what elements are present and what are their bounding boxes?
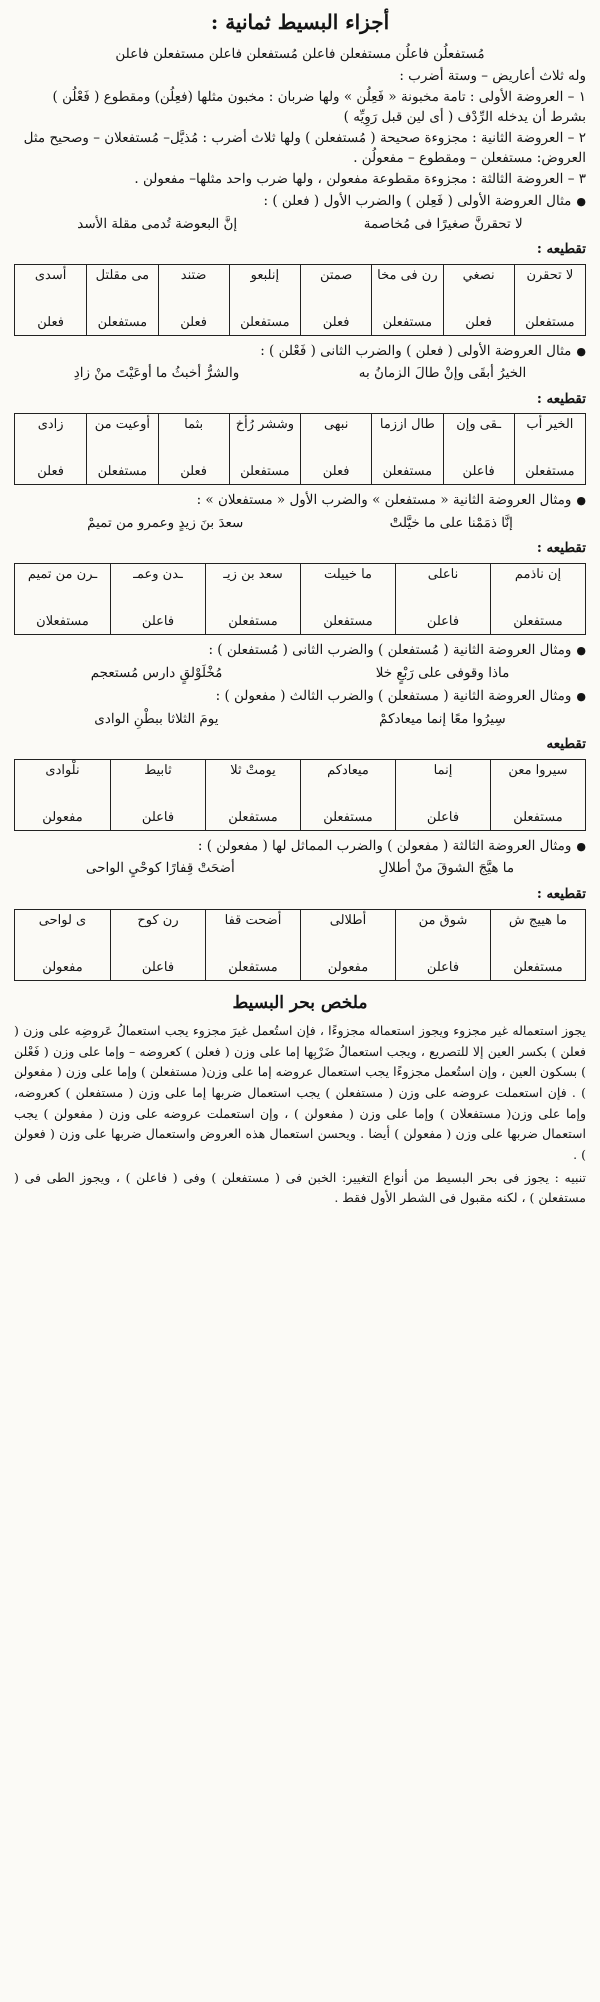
scansion-segment: لا تحقرن bbox=[526, 267, 574, 283]
scansion-segment: ناعلى bbox=[427, 567, 459, 582]
meter-line: مُستفعلُن فاعلُن مستفعلن فاعلن مُستفعلن فاعلن مستفعلن فاعلن bbox=[115, 46, 485, 62]
scansion-cell bbox=[514, 414, 585, 484]
scansion-segment: ـرن من تميم bbox=[27, 567, 98, 582]
scansion-label: تقطيعه : bbox=[536, 540, 586, 557]
scansion-segment: الخير أب bbox=[526, 417, 574, 433]
verse-first-hemistich: سِيرُوا معًا إنما ميعادكمْ bbox=[379, 710, 506, 727]
scansion-segment: رن فى مخا bbox=[377, 267, 438, 283]
scansion-label: تقطيعه : bbox=[536, 885, 586, 902]
scansion-foot: فعلن bbox=[180, 314, 207, 330]
scansion-segment: وششر رُأخ bbox=[235, 417, 295, 433]
example-3 bbox=[14, 491, 586, 635]
scansion-foot: مفعولن bbox=[327, 959, 369, 975]
scansion-foot: مستفعلن bbox=[240, 314, 290, 330]
scansion-segment: سيروا معن bbox=[508, 762, 568, 778]
scansion-segment: ـقى وإن bbox=[456, 417, 502, 433]
scansion-foot: مستفعلن bbox=[228, 614, 278, 630]
scansion-foot: فعلن bbox=[37, 314, 64, 330]
scansion-cell bbox=[395, 564, 490, 634]
example-6 bbox=[14, 837, 586, 981]
scansion-foot: فاعلن bbox=[426, 614, 460, 630]
meter-note: وله ثلاث أعاريض – وستة أضرب : bbox=[399, 67, 586, 84]
scansion-foot: مستفعلن bbox=[323, 809, 373, 825]
scansion-segment: نصغي bbox=[462, 267, 495, 283]
rule-2: ٢ – العروضة الثانية : مجزوءة صحيحة ( مُستفعلن ) ولها ثلاث أضرب : مُذيَّل– مُستفعلان – وصحيح مثل العروض: مستفعلن – ومقطوع – مفعولُن . bbox=[23, 130, 586, 166]
scansion-cell bbox=[300, 760, 395, 830]
scansion-cell bbox=[158, 265, 229, 335]
scansion-segment: زادى bbox=[37, 417, 64, 433]
example-heading: ● ومثال العروضة الثانية ( مستفعلن ) والضرب الثالث ( مفعولن ) : bbox=[14, 687, 586, 707]
scansion-segment: أوعيت من bbox=[94, 417, 151, 433]
scansion-cell bbox=[205, 910, 300, 980]
scansion-label: تقطيعه : bbox=[536, 390, 586, 407]
example-heading: ● مثال العروضة الأولى ( فَعِلن ) والضرب الأول ( فعلن ) : bbox=[14, 192, 586, 212]
example-5 bbox=[14, 687, 586, 831]
scansion-table bbox=[14, 413, 586, 485]
scansion-label: تقطيعه bbox=[546, 736, 586, 753]
scansion-segment: ميعادكم bbox=[327, 762, 369, 778]
scansion-cell bbox=[205, 760, 300, 830]
example-heading: ● ومثال العروضة الثانية ( مُستفعلن ) والضرب الثانى ( مُستفعلن ) : bbox=[14, 641, 586, 661]
scansion-foot: مفعولن bbox=[42, 809, 83, 825]
scansion-segment: ى لواحى bbox=[38, 912, 87, 928]
verse bbox=[24, 514, 576, 534]
scansion-cell bbox=[371, 414, 442, 484]
scansion-segment: نلْوادى bbox=[45, 762, 80, 778]
rules-list bbox=[14, 88, 586, 190]
scansion-cell bbox=[15, 760, 110, 830]
scansion-foot: مستفعلن bbox=[97, 314, 148, 330]
example-2 bbox=[14, 342, 586, 486]
scansion-label: تقطيعه : bbox=[536, 241, 586, 258]
scansion-table bbox=[14, 563, 586, 635]
scansion-cell bbox=[158, 414, 229, 484]
scansion-foot: مستفعلان bbox=[36, 614, 89, 630]
verse-first-hemistich: لا تحقرنَّ صغيرًا فى مُخاصمة bbox=[363, 215, 523, 232]
scansion-cell bbox=[15, 910, 110, 980]
scansion-foot: مستفعلن bbox=[228, 959, 278, 975]
scansion-table bbox=[14, 759, 586, 831]
scansion-cell bbox=[15, 414, 86, 484]
scansion-foot: فاعلن bbox=[426, 809, 460, 825]
scansion-cell bbox=[490, 564, 585, 634]
example-heading: ● ومثال العروضة الثالثة ( مفعولن ) والضرب المماثل لها ( مفعولن ) : bbox=[14, 837, 586, 857]
scansion-cell bbox=[300, 564, 395, 634]
scansion-foot: مستفعلن bbox=[513, 809, 563, 825]
verse-second-hemistich: سعدَ بنَ زيدٍ وعمرو من تميمْ bbox=[87, 514, 244, 531]
scansion-foot: مستفعلن bbox=[228, 809, 278, 825]
summary-paragraph: يجوز استعماله غير مجزوء ويجوز استعماله مجزوءًا ، فإن استُعمل غيرَ مجزوء يجب استعمالُ عَروضِه على وزن ( فعلن ) بكسر العين إلا للتصريع ، ويجب استعمالُ ضَرْبِها إما على وزن ( فعلن ) كعروضه – وإما على وزن ( فَعْلن ) بسكون العين ، وإن استُعمل مجزوءًا يجب استعمال عروضه إما على وزن( مستفعلن ) وإما على وزن ( مفعولن ) . فإن استعملت عروضه على وزن ( مستفعلن ) يجب استعمال ضربها إما على وزن ( مستفعلن ) كعروضه، وإما على وزن( مستفعلان ) وإما على وزن ( مفعولن ) ، وإن استعملت عروضه على وزن ( مفعولن ) يجب استعمال ضربها على وزن ( مفعولن ) أيضا . ويحسن استعمال هذه العروض واستعمال ضربها على وزن ( فعولن ) . bbox=[14, 1023, 586, 1162]
scansion-foot: فاعلن bbox=[141, 809, 175, 825]
scansion-cell bbox=[490, 760, 585, 830]
scansion-segment: أسدى bbox=[34, 267, 67, 283]
scansion-segment: ما خييلت bbox=[323, 567, 372, 582]
scansion-segment: سعد بن زيـ bbox=[223, 567, 283, 582]
scansion-foot: مستفعلن bbox=[382, 314, 433, 330]
example-heading: ● مثال العروضة الأولى ( فعلن ) والضرب الثانى ( فَعْلن ) : bbox=[14, 342, 586, 362]
scansion-cell bbox=[443, 265, 514, 335]
scansion-segment: نبهى bbox=[323, 417, 349, 433]
scansion-cell bbox=[110, 910, 205, 980]
verse-first-hemistich: ما هيَّجَ الشوقَ منْ أطلالِ bbox=[378, 860, 515, 877]
scansion-foot: مستفعلن bbox=[382, 464, 433, 480]
verse bbox=[24, 664, 576, 684]
scansion-foot: فعلن bbox=[322, 314, 350, 330]
scansion-foot: مستفعلن bbox=[513, 959, 563, 975]
scansion-foot: مستفعلن bbox=[525, 464, 575, 480]
scansion-segment: ضتند bbox=[180, 267, 207, 283]
scansion-cell bbox=[395, 910, 490, 980]
scansion-segment: شوق من bbox=[418, 912, 468, 928]
scansion-cell bbox=[86, 414, 157, 484]
scansion-segment: ـدن وعمـ bbox=[133, 567, 183, 582]
scansion-foot: فعلن bbox=[322, 464, 350, 480]
scansion-foot: مفعولن bbox=[42, 959, 83, 975]
scansion-cell bbox=[229, 414, 300, 484]
scansion-foot: مستفعلن bbox=[525, 314, 575, 330]
scansion-cell bbox=[395, 760, 490, 830]
scansion-foot: فاعلن bbox=[426, 959, 460, 975]
example-4 bbox=[14, 641, 586, 683]
scansion-foot: فعلن bbox=[180, 464, 207, 480]
scansion-cell bbox=[300, 414, 371, 484]
scansion-foot: فاعلن bbox=[462, 464, 495, 480]
scansion-segment: أضحت قفا bbox=[224, 912, 282, 928]
scansion-segment: أطلالى bbox=[329, 912, 367, 928]
verse-first-hemistich: إنَّا ذمَمْنا على ما خيَّلتْ bbox=[389, 514, 513, 531]
scansion-foot: فاعلن bbox=[141, 959, 175, 975]
scansion-segment: رن كوح bbox=[137, 912, 179, 928]
scansion-segment: مى مقلتل bbox=[95, 267, 150, 283]
verse-first-hemistich: الخيرُ أبقَى وإنْ طالَ الزمانُ به bbox=[358, 365, 527, 382]
note-paragraph: تنبيه : يجوز فى بحر البسيط من أنواع التغيير: الخبن فى ( مستفعلن ) وفى ( فاعلن ) ، ويجوز الطى فى ( مستفعلن ) ، لكنه مقبول فى الشطر الأول فقط . bbox=[14, 1169, 586, 1206]
verse-second-hemistich: يومَ الثلاثا ببطْنِ الوادى bbox=[94, 710, 219, 727]
summary-title: ملخص بحر البسيط bbox=[232, 992, 368, 1013]
verse-first-hemistich: ماذا وقوفى على رَبْعٍ خلا bbox=[375, 664, 510, 681]
scansion-cell bbox=[229, 265, 300, 335]
scansion-cell bbox=[86, 265, 157, 335]
scansion-segment: صمتن bbox=[319, 267, 353, 283]
scansion-segment: بثما bbox=[184, 417, 204, 433]
scansion-foot: فعلن bbox=[465, 314, 492, 330]
scansion-cell bbox=[205, 564, 300, 634]
scansion-cell bbox=[443, 414, 514, 484]
scansion-foot: فعلن bbox=[37, 464, 64, 480]
scansion-table bbox=[14, 909, 586, 981]
scansion-segment: ما هييج ش bbox=[508, 912, 568, 928]
page-title: أجزاء البسيط ثمانية : bbox=[210, 10, 390, 34]
rule-3: ٣ – العروضة الثالثة : مجزوءة مقطوعة مفعولن ، ولها ضرب واحد مثلها– مفعولن . bbox=[134, 171, 586, 188]
scansion-table bbox=[14, 264, 586, 336]
scansion-cell bbox=[300, 910, 395, 980]
example-heading: ● ومثال العروضة الثانية « مستفعلن » والضرب الأول « مستفعلان » : bbox=[14, 491, 586, 511]
scansion-foot: مستفعلن bbox=[97, 464, 148, 480]
scansion-segment: إنلبعو bbox=[250, 267, 280, 283]
scansion-segment: إن ناذمم bbox=[514, 567, 562, 582]
scansion-cell bbox=[514, 265, 585, 335]
scansion-segment: طال اززما bbox=[379, 417, 435, 433]
scansion-segment: يومتْ ثلا bbox=[230, 762, 276, 778]
scansion-foot: مستفعلن bbox=[240, 464, 290, 480]
verse-second-hemistich: إنَّ البعوضة تُدمى مقلة الأسد bbox=[77, 215, 238, 232]
scansion-cell bbox=[15, 265, 86, 335]
rule-1: ١ – العروضة الأولى : تامة مخبونة « فَعِلُن » ولها ضربان : مخبون مثلها (فعِلُن) ومقطوع ( فَعْلُن ) بشرط أن يدخله الرِّدْف ( أى لين قبل رَوِيِّه ) bbox=[52, 89, 586, 125]
verse-second-hemistich: والشرُّ أخبثُ ما أوعَيْتَ منْ زادِ bbox=[73, 365, 240, 382]
scansion-segment: إنما bbox=[433, 762, 453, 778]
verse-second-hemistich: أضحَتْ قِفارًا كوحْيِ الواحى bbox=[85, 860, 235, 877]
scansion-cell bbox=[300, 265, 371, 335]
verse bbox=[24, 215, 576, 235]
scansion-cell bbox=[490, 910, 585, 980]
verse bbox=[24, 364, 576, 384]
scansion-cell bbox=[110, 564, 205, 634]
scansion-foot: مستفعلن bbox=[323, 614, 373, 630]
scansion-foot: مستفعلن bbox=[513, 614, 563, 630]
scansion-cell bbox=[110, 760, 205, 830]
verse bbox=[24, 710, 576, 730]
verse-second-hemistich: مُخْلَوْلقٍ دارس مُستعجم bbox=[90, 664, 223, 681]
scansion-segment: ثابيط bbox=[144, 762, 172, 778]
scansion-cell bbox=[15, 564, 110, 634]
scansion-cell bbox=[371, 265, 442, 335]
example-1 bbox=[14, 192, 586, 336]
scansion-foot: فاعلن bbox=[141, 614, 175, 630]
verse bbox=[24, 859, 576, 879]
